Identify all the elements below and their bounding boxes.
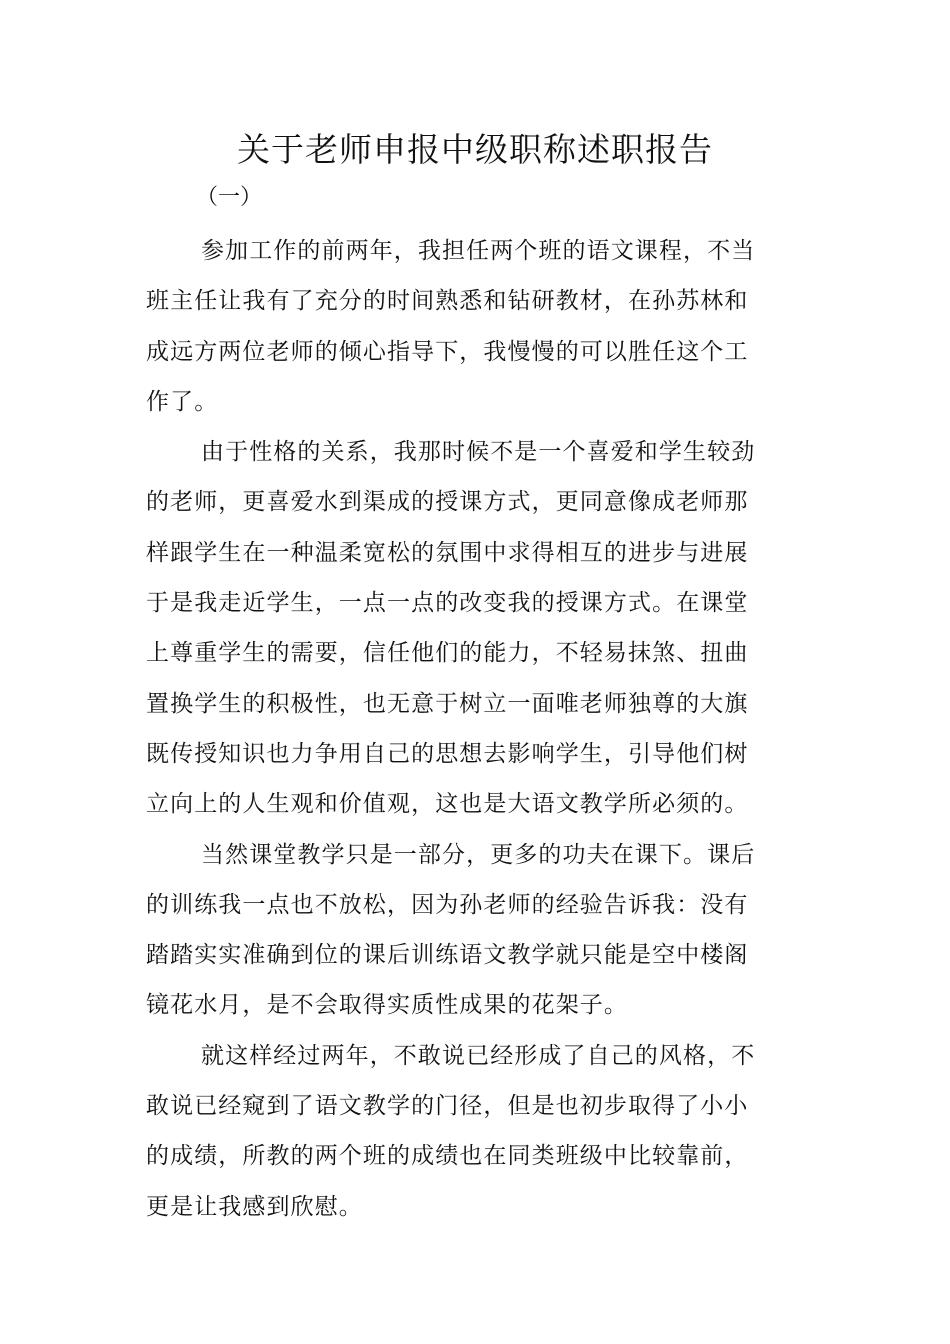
- text-line: 的成绩，所教的两个班的成绩也在同类班级中比较靠前，: [146, 1143, 749, 1170]
- paragraph-first-line: 当然课堂教学只是一部分，更多的功夫在课下。课后: [201, 841, 756, 868]
- text-line: 于是我走近学生，一点一点的改变我的授课方式。在课堂: [146, 590, 749, 617]
- text-line: 班主任让我有了充分的时间熟悉和钻研教材，在孙苏林和: [146, 288, 749, 315]
- document-title: 关于老师申报中级职称述职报告: [237, 130, 713, 169]
- text-line: 敢说已经窥到了语文教学的门径，但是也初步取得了小小: [146, 1093, 749, 1120]
- text-line: 样跟学生在一种温柔宽松的氛围中求得相互的进步与进展: [146, 539, 749, 566]
- text-line: 上尊重学生的需要，信任他们的能力，不轻易抹煞、扭曲: [146, 640, 749, 667]
- section-label: （一）: [196, 185, 263, 210]
- body-text: [146, 226, 806, 1232]
- text-line: 成远方两位老师的倾心指导下，我慢慢的可以胜任这个工: [146, 338, 749, 365]
- text-line: 踏踏实实准确到位的课后训练语文教学就只能是空中楼阁: [146, 942, 749, 969]
- text-line: 既传授知识也力争用自己的思想去影响学生，引导他们树: [146, 740, 749, 767]
- text-line: 的老师，更喜爱水到渠成的授课方式，更同意像成老师那: [146, 489, 749, 516]
- text-line: 置换学生的积极性，也无意于树立一面唯老师独尊的大旗: [146, 690, 749, 717]
- paragraph-first-line: 就这样经过两年，不敢说已经形成了自己的风格，不: [201, 1042, 756, 1069]
- text-line: 作了。: [146, 388, 219, 415]
- paragraph-first-line: 由于性格的关系，我那时候不是一个喜爱和学生较劲: [201, 439, 756, 466]
- text-line: 立向上的人生观和价值观，这也是大语文教学所必须的。: [146, 791, 749, 818]
- text-line: 镜花水月，是不会取得实质性成果的花架子。: [146, 992, 628, 1019]
- paragraph-first-line: 参加工作的前两年，我担任两个班的语文课程，不当: [201, 238, 756, 264]
- text-line: 更是让我感到欣慰。: [146, 1193, 363, 1220]
- text-line: 的训练我一点也不放松，因为孙老师的经验告诉我：没有: [146, 891, 749, 918]
